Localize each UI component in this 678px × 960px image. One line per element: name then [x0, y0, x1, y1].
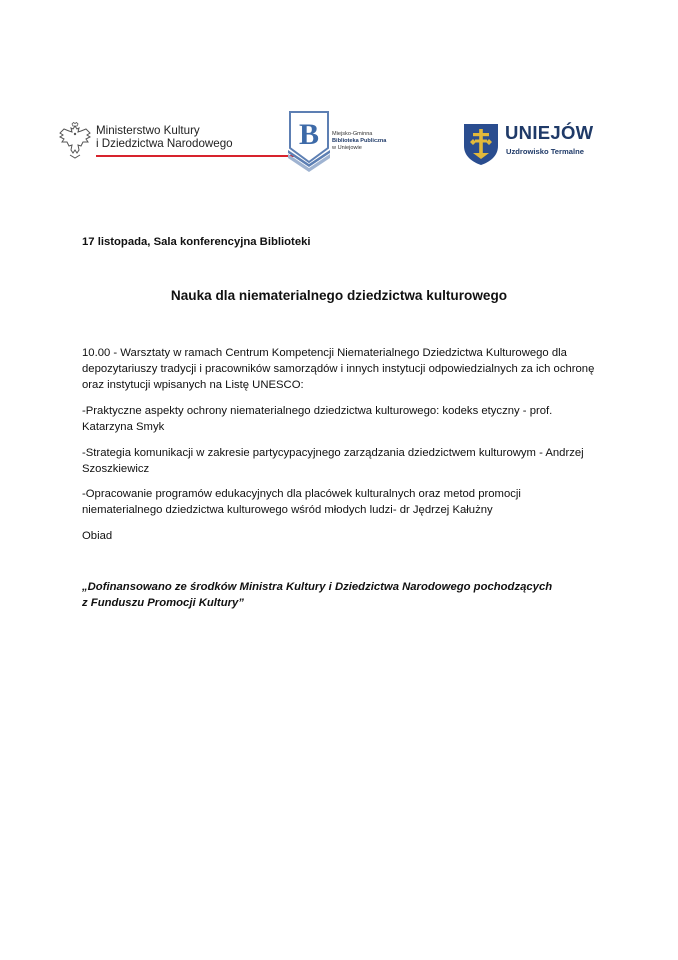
funding-line2: z Funduszu Promocji Kultury” — [82, 597, 244, 609]
library-name-line2: Biblioteka Publiczna — [332, 138, 387, 144]
date-location: 17 listopada, Sala konferencyjna Biblioteki — [82, 236, 311, 248]
ministry-red-underline — [96, 155, 294, 157]
town-subtitle: Uzdrowisko Termalne — [506, 147, 584, 156]
ministry-name-line2: i Dziedzictwa Narodowego — [96, 137, 233, 150]
ministry-logo — [58, 120, 243, 162]
uniejow-coat-of-arms-icon — [462, 122, 500, 166]
library-name-line3: w Uniejowie — [332, 145, 362, 151]
event-title: Nauka dla niematerialnego dziedzictwa kulturowego — [170, 288, 508, 303]
town-name: UNIEJÓW — [505, 122, 594, 143]
lunch-note: Obiad — [82, 530, 113, 542]
library-b-badge-icon — [286, 110, 332, 174]
ministry-name-line1: Ministerstwo Kultury — [96, 124, 200, 137]
library-logo — [286, 110, 416, 174]
workshop-intro: 10.00 - Warsztaty w ramach Centrum Kompetencji Niematerialnego Dziedzictwa Kulturowego dla depozytariuszy tradycji i pracowników samorządów i innych instytucji odpowiedzialnych za ich ochronę oraz instytucji wpisanych na Listę UNESCO: — [82, 347, 595, 391]
agenda-item: -Praktyczne aspekty ochrony niematerialnego dziedzictwa kulturowego: kodeks etyczny - prof. Katarzyna Smyk — [82, 405, 553, 433]
library-name-line1: Miejsko-Gminna — [332, 131, 373, 137]
ministry-name — [96, 124, 233, 150]
uniejow-logo — [462, 122, 622, 168]
agenda-item: -Opracowanie programów edukacyjnych dla placówek kulturalnych oraz metod promocji niematerialnego dziedzictwa kulturowego wśród młodych ludzi- dr Jędrzej Kałużny — [82, 488, 521, 516]
library-badge-letter: B — [298, 118, 320, 151]
funding-statement — [82, 579, 602, 611]
funding-line1: „Dofinansowano ze środków Ministra Kultury i Dziedzictwa Narodowego pochodzących — [82, 581, 553, 593]
agenda-item: -Strategia komunikacji w zakresie partycypacyjnego zarządzania dziedzictwem kulturowym - Andrzej Szoszkiewicz — [82, 447, 584, 475]
polish-eagle-icon — [58, 122, 92, 160]
library-name — [332, 131, 386, 152]
